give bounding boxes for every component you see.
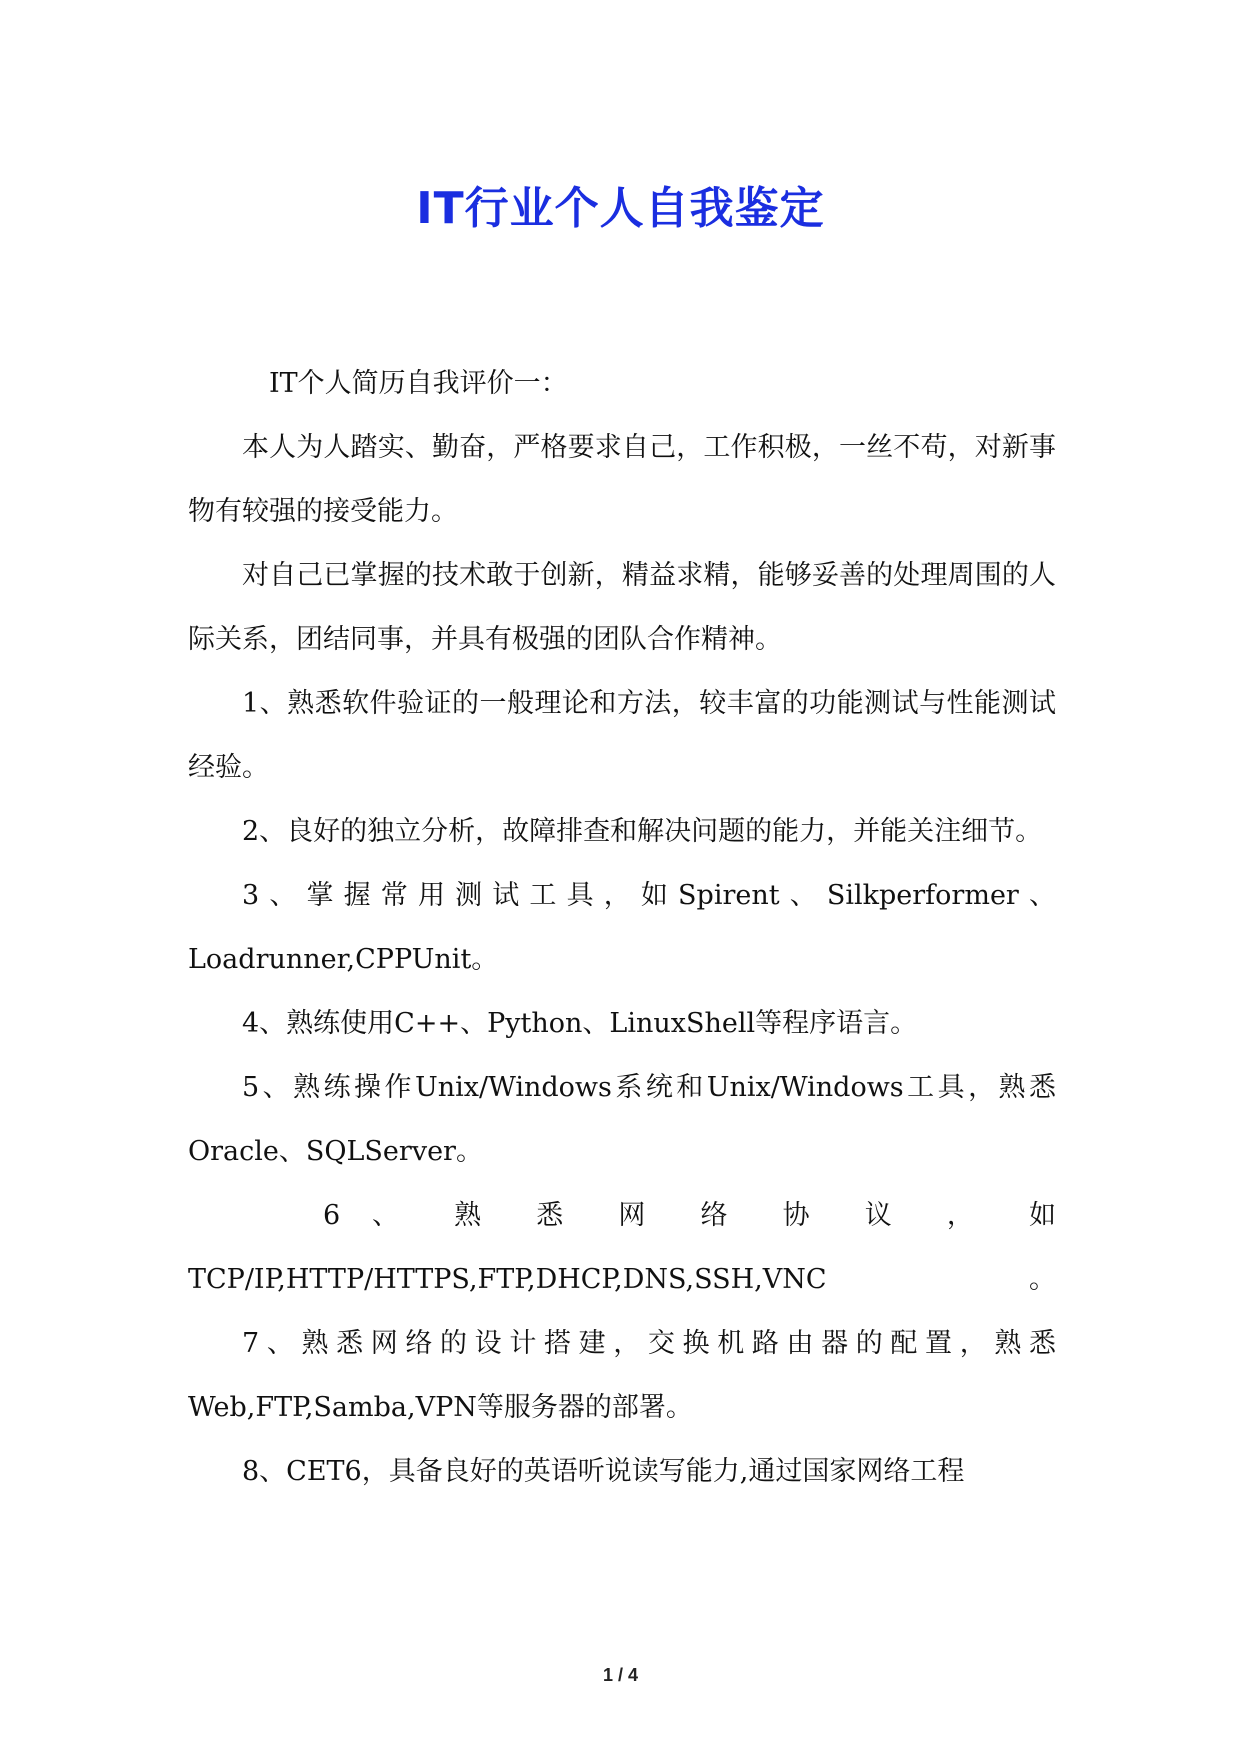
page-number: 1 / 4	[602, 1665, 639, 1685]
paragraph-item-2: 2、良好的独立分析，故障排查和解决问题的能力，并能关注细节。	[242, 816, 1043, 847]
paragraph-section-heading: IT个人简历自我评价一：	[269, 368, 568, 399]
document-title: IT行业个人自我鉴定	[416, 183, 825, 235]
paragraph-item-1: 1、熟悉软件验证的一般理论和方法，较丰富的功能测试与性能测试经验。	[188, 688, 1056, 783]
document-body	[188, 352, 1056, 1504]
paragraph-teamwork: 对自己已掌握的技术敢于创新，精益求精，能够妥善的处理周围的人际关系，团结同事，并具有极强的团队合作精神。	[188, 560, 1056, 655]
paragraph-item-8: 8、CET6，具备良好的英语听说读写能力,通过国家网络工程	[242, 1456, 965, 1487]
paragraph-self-intro: 本人为人踏实、勤奋，严格要求自己，工作积极，一丝不苟，对新事物有较强的接受能力。	[188, 432, 1056, 527]
paragraph-item-4: 4、熟练使用C++、Python、LinuxShell等程序语言。	[242, 1008, 918, 1039]
paragraph-item-7: 7、熟悉网络的设计搭建，交换机路由器的配置，熟悉Web,FTP,Samba,VPN等服务器的部署。	[188, 1328, 1056, 1423]
paragraph-item-5: 5、熟练操作Unix/Windows系统和Unix/Windows工具，熟悉Oracle、SQLServer。	[188, 1072, 1056, 1167]
paragraph-item-6: 6 、 熟 悉 网 络 协 议 ， 如 TCP/IP,HTTP/HTTPS,FTP,DHCP,DNS,SSH,VNC。	[188, 1200, 1056, 1295]
paragraph-item-3: 3、掌握常用测试工具，如Spirent、Silkperformer、Loadrunner,CPPUnit。	[188, 880, 1056, 975]
